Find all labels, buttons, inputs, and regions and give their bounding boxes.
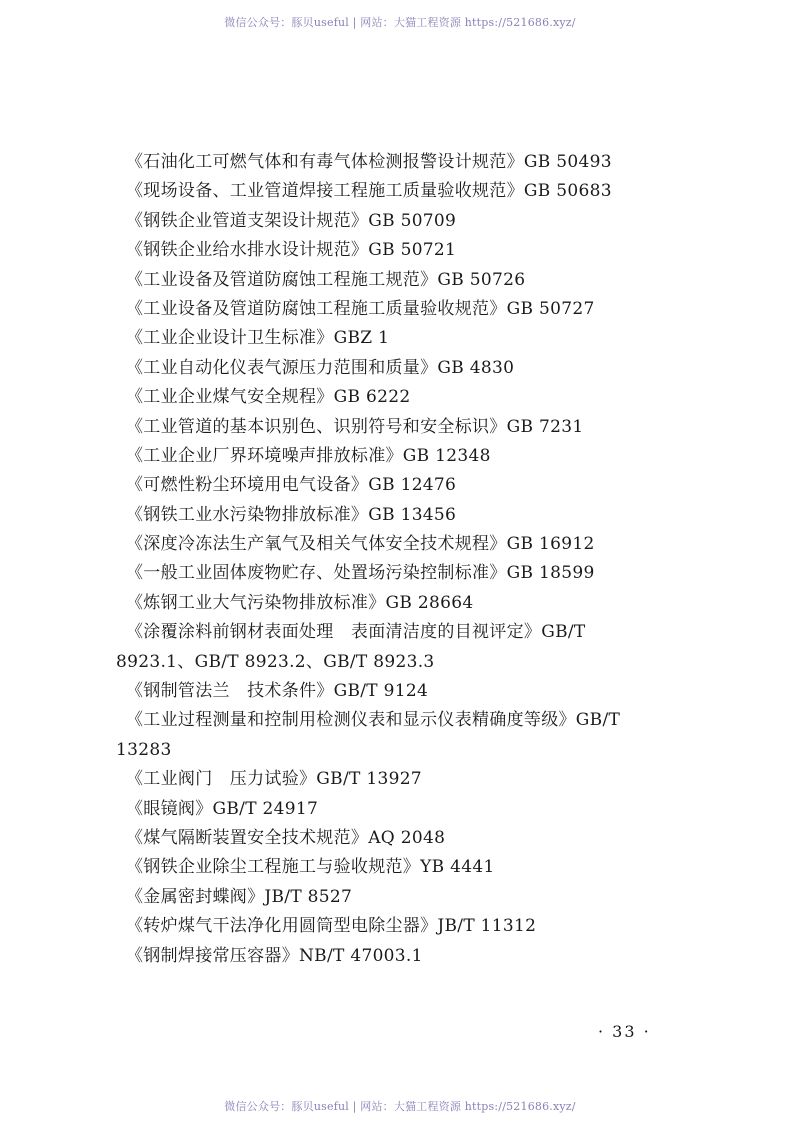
reference-item: 《工业阀门 压力试验》GB/T 13927 [126,769,422,790]
reference-item: 《工业过程测量和控制用检测仪表和显示仪表精确度等级》GB/T [126,710,621,731]
reference-item: 《工业设备及管道防腐蚀工程施工规范》GB 50726 [126,269,526,290]
reference-item: 《钢铁企业除尘工程施工与验收规范》YB 4441 [126,857,495,878]
page-number: · 33 · [598,1022,651,1041]
reference-item-continuation: 8923.1、GB/T 8923.2、GB/T 8923.3 [116,651,435,672]
reference-item: 《可燃性粉尘环境用电气设备》GB 12476 [126,475,457,496]
reference-item: 《现场设备、工业管道焊接工程施工质量验收规范》GB 50683 [126,181,612,202]
reference-item: 《工业企业煤气安全规程》GB 6222 [126,387,411,408]
reference-item: 《深度冷冻法生产氧气及相关气体安全技术规程》GB 16912 [126,534,595,555]
reference-item: 《钢铁企业管道支架设计规范》GB 50709 [126,210,457,231]
reference-item: 《钢制焊接常压容器》NB/T 47003.1 [126,945,423,966]
reference-item: 《眼镜阀》GB/T 24917 [126,798,319,819]
reference-item: 《煤气隔断装置安全技术规范》AQ 2048 [126,827,446,848]
reference-item: 《工业设备及管道防腐蚀工程施工质量验收规范》GB 50727 [126,298,595,319]
reference-item: 《炼钢工业大气污染物排放标准》GB 28664 [126,592,474,613]
reference-item: 《工业自动化仪表气源压力范围和质量》GB 4830 [126,357,515,378]
watermark-bottom: 微信公众号：豚贝useful | 网站：大猫工程资源 https://521686.xyz/ [224,1100,576,1113]
reference-item: 《石油化工可燃气体和有毒气体检测报警设计规范》GB 50493 [126,152,612,172]
reference-item: 《钢铁企业给水排水设计规范》GB 50721 [126,240,457,261]
reference-item: 《钢制管法兰 技术条件》GB/T 9124 [126,681,429,702]
reference-item: 《涂覆涂料前钢材表面处理 表面清洁度的目视评定》GB/T [126,622,586,643]
reference-list [116,148,676,971]
reference-item-continuation: 13283 [116,739,172,760]
reference-item: 《工业企业厂界环境噪声排放标准》GB 12348 [126,445,491,466]
reference-item: 《工业企业设计卫生标准》GBZ 1 [126,328,390,349]
reference-item: 《工业管道的基本识别色、识别符号和安全标识》GB 7231 [126,416,584,437]
reference-item: 《金属密封蝶阀》JB/T 8527 [126,886,353,907]
reference-item: 《转炉煤气干法净化用圆筒型电除尘器》JB/T 11312 [126,916,537,937]
reference-item: 《一般工业固体废物贮存、处置场污染控制标准》GB 18599 [126,563,595,584]
reference-item: 《钢铁工业水污染物排放标准》GB 13456 [126,504,457,525]
watermark-top: 微信公众号：豚贝useful | 网站：大猫工程资源 https://521686.xyz/ [224,16,576,29]
